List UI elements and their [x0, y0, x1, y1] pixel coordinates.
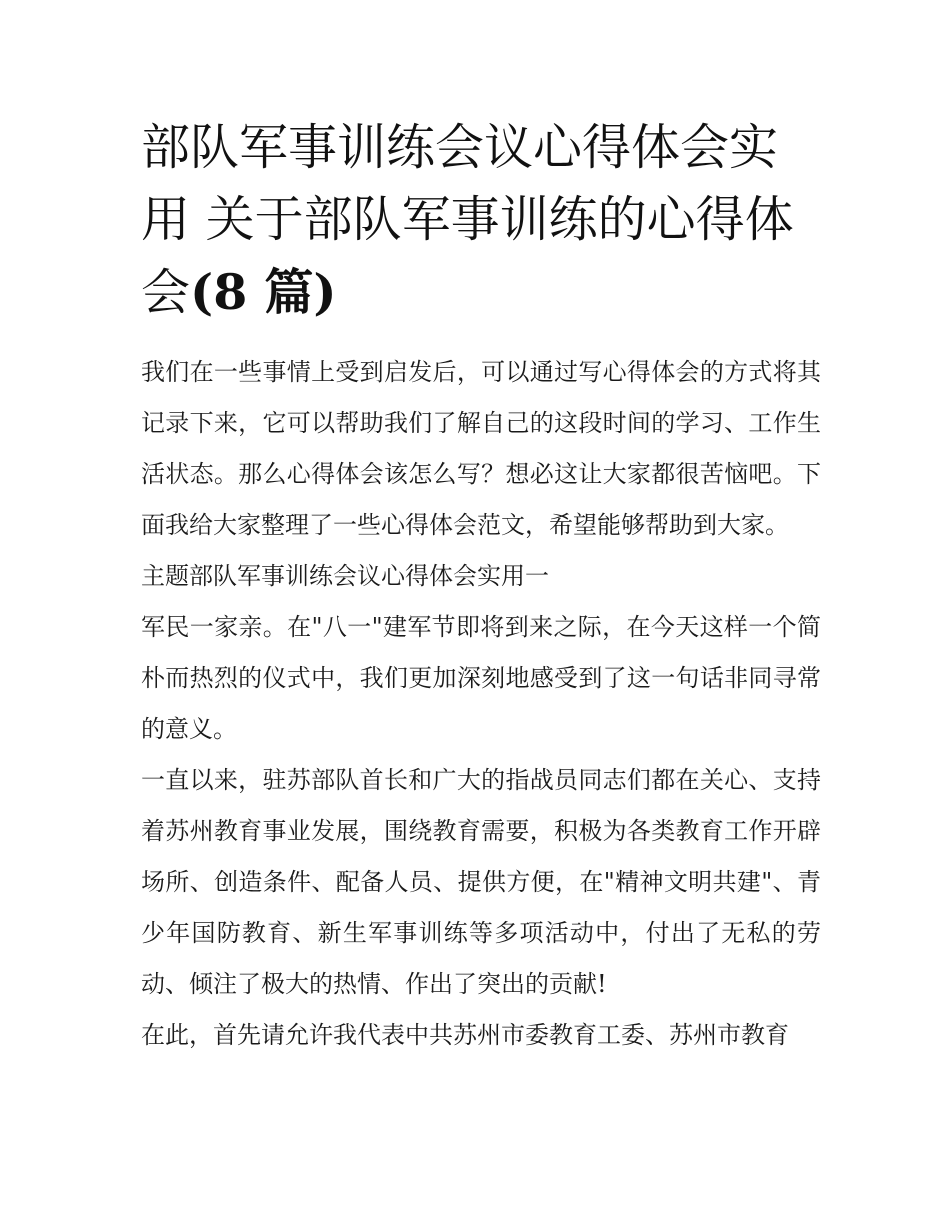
- body-paragraph: 在此，首先请允许我代表中共苏州市委教育工委、苏州市教育: [141, 1021, 789, 1049]
- title-suffix: (8 篇): [190, 263, 337, 321]
- body-paragraph: 一直以来，驻苏部队首长和广大的指战员同志们都在关心、支持着苏州教育事业发展，围绕教育需要，积极为各类教育工作开辟场所、创造条件、配备人员、提供方便，在"精神文明共建"、青少年国防教育、新生军事训练等多项活动中，付出了无私的劳动、倾注了极大的热情、作出了突出的贡献!: [141, 766, 821, 998]
- title-main: 部队军事训练会议心得体会实用 关于部队军事训练的心得体会: [141, 119, 794, 321]
- body-paragraph: 军民一家亲。在"八一"建军节即将到来之际，在今天这样一个简朴而热烈的仪式中，我们更加深刻地感受到了这一句话非同寻常的意义。: [141, 613, 821, 743]
- section-heading: 主题部队军事训练会议心得体会实用一: [141, 562, 549, 590]
- document-content: [141, 112, 821, 1061]
- document-body: [141, 347, 821, 1061]
- document-title: [141, 112, 821, 329]
- intro-paragraph: 我们在一些事情上受到启发后，可以通过写心得体会的方式将其记录下来，它可以帮助我们了解自己的这段时间的学习、工作生活状态。那么心得体会该怎么写？想必这让大家都很苦恼吧。下面我给大家整理了一些心得体会范文，希望能够帮助到大家。: [141, 358, 821, 539]
